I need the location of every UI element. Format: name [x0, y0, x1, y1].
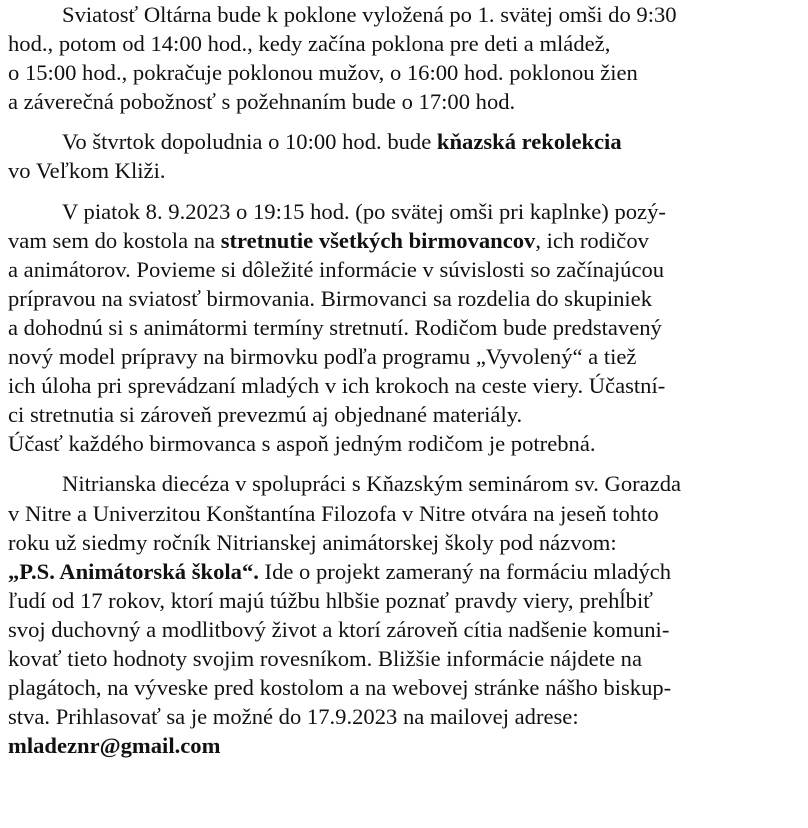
- bold-text: stretnutie všetkých birmovancov: [220, 227, 536, 253]
- paragraph-animator-school: [8, 469, 804, 760]
- text-line: plagátoch, na výveske pred kostolom a na webovej stránke nášho biskup-: [8, 675, 672, 701]
- text-run: vam sem do kostola na: [8, 227, 221, 253]
- text-line: [8, 731, 804, 760]
- text-line: a dohodnú si s animátormi termíny stretnutí. Rodičom bude predstavený: [8, 314, 662, 340]
- text-line: [8, 127, 804, 156]
- paragraph-adoration: [8, 0, 804, 116]
- text-line: ľudí od 17 rokov, ktorí majú túžbu hlbšie poznať pravdy viery, prehĺbiť: [8, 587, 653, 613]
- text-line: ich úloha pri sprevádzaní mladých v ich krokoch na ceste viery. Účastní-: [8, 373, 666, 399]
- bold-text: „P.S. Animátorská škola“.: [8, 558, 259, 584]
- text-run: , ich rodičov: [535, 227, 649, 253]
- text-line: a animátorov. Povieme si dôležité informácie v súvislosti so začínajúcou: [8, 256, 665, 282]
- text-line: [8, 557, 804, 586]
- text-run: Vo štvrtok dopoludnia o 10:00 hod. bude: [62, 129, 437, 155]
- text-line: hod., potom od 14:00 hod., kedy začína poklona pre deti a mládež,: [8, 31, 611, 57]
- text-line: Účasť každého birmovanca s aspoň jedným rodičom je potrebná.: [8, 431, 596, 457]
- text-line: a záverečná pobožnosť s požehnaním bude o 17:00 hod.: [8, 89, 516, 115]
- bulletin-document: [8, 0, 804, 760]
- text-line: V piatok 8. 9.2023 o 19:15 hod. (po svätej omši pri kaplnke) pozý-: [62, 198, 666, 224]
- paragraph-confirmation-meeting: [8, 197, 804, 459]
- paragraph-recollection: [8, 127, 804, 185]
- text-line: stva. Prihlasovať sa je možné do 17.9.2023 na mailovej adrese:: [8, 704, 579, 730]
- text-line: kovať tieto hodnoty svojim rovesníkom. Bližšie informácie nájdete na: [8, 645, 642, 671]
- text-line: roku už siedmy ročník Nitrianskej animátorskej školy pod názvom:: [8, 529, 617, 555]
- bold-text: kňazská rekolekcia: [436, 129, 622, 155]
- text-line: [8, 226, 804, 255]
- text-line: nový model prípravy na birmovku podľa programu „Vyvolený“ a tiež: [8, 344, 637, 370]
- email-address: mladeznr@gmail.com: [8, 733, 221, 759]
- text-line: o 15:00 hod., pokračuje poklonou mužov, o 16:00 hod. poklonou žien: [8, 60, 638, 86]
- text-line: prípravou na sviatosť birmovania. Birmovanci sa rozdelia do skupiniek: [8, 285, 653, 311]
- text-run: Ide o projekt zameraný na formáciu mladých: [258, 558, 672, 584]
- text-line: v Nitre a Univerzitou Konštantína Filozofa v Nitre otvára na jeseň tohto: [8, 500, 659, 526]
- text-line: Nitrianska diecéza v spolupráci s Kňazským seminárom sv. Gorazda: [62, 471, 682, 497]
- text-line: Sviatosť Oltárna bude k poklone vyložená po 1. svätej omši do 9:30: [62, 2, 677, 27]
- text-line: vo Veľkom Kliži.: [8, 158, 166, 184]
- text-line: ci stretnutia si zároveň prevezmú aj objednané materiály.: [8, 402, 523, 428]
- text-line: svoj duchovný a modlitbový život a ktorí zároveň cítia nadšenie komuni-: [8, 616, 670, 642]
